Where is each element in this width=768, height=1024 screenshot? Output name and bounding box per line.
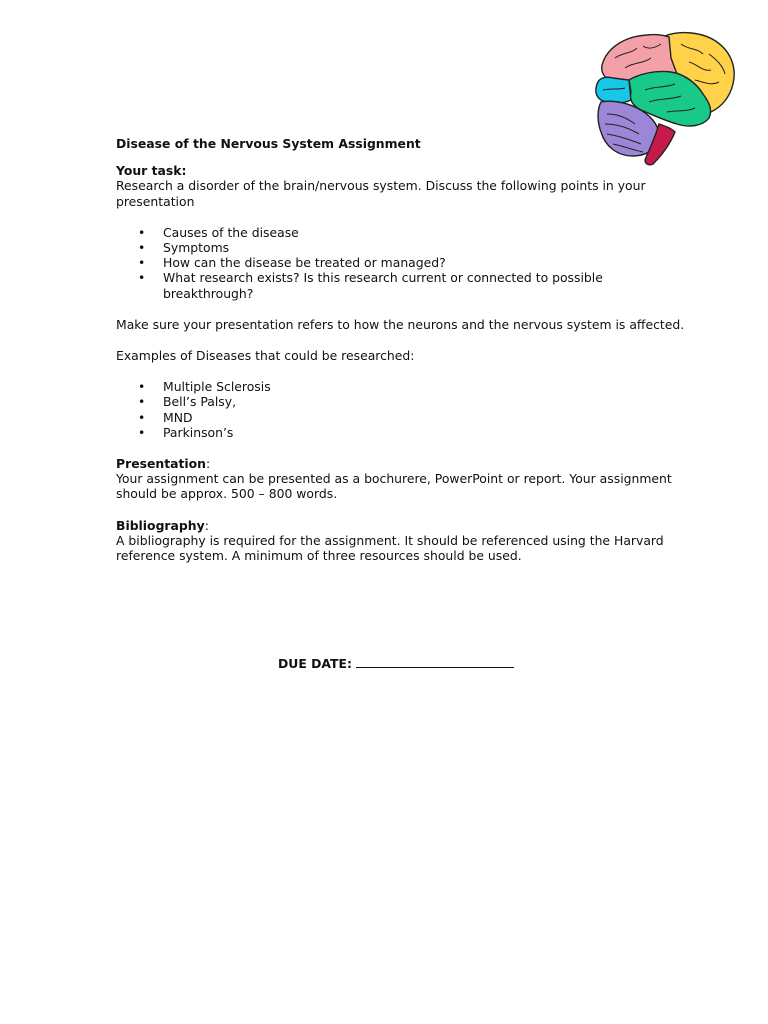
list-item: • Symptoms: [138, 240, 230, 256]
list-item: • How can the disease be treated or managed?: [138, 255, 446, 271]
presentation-heading-line: Presentation:: [116, 456, 211, 472]
bibliography-heading-line: Bibliography:: [116, 517, 209, 533]
bullet-icon: •: [138, 394, 146, 410]
bibliography-section: [116, 518, 686, 564]
bullet-icon: •: [138, 379, 146, 395]
presentation-text: Your assignment can be presented as a bochurere, PowerPoint or report. Your assignment should be approx. 500 – 800 words.: [116, 471, 672, 502]
presentation-section: [116, 456, 686, 502]
bibliography-text: A bibliography is required for the assignment. It should be referenced using the Harvard reference system. A minimum of three resources should be used.: [116, 532, 664, 564]
due-date-label: DUE DATE:: [278, 656, 352, 671]
list-item: • What research exists? Is this research current or connected to possible breakthrough?: [138, 270, 603, 301]
list-item: • Bell’s Palsy,: [138, 394, 237, 410]
bullet-icon: •: [138, 270, 146, 286]
examples-intro: Examples of Diseases that could be researched:: [116, 348, 415, 364]
list-item: • Causes of the disease: [138, 224, 299, 240]
task-points-list: [116, 225, 686, 301]
list-item: • Parkinson’s: [138, 424, 234, 440]
brain-cyan-region: [596, 77, 631, 103]
task-intro: Research a disorder of the brain/nervous system. Discuss the following points in your presentation: [116, 178, 646, 209]
presentation-heading: Presentation: [116, 456, 206, 472]
due-date: [278, 656, 514, 671]
document-title: Disease of the Nervous System Assignment: [116, 136, 421, 151]
examples-section: [116, 348, 686, 440]
list-item: • Multiple Sclerosis: [138, 379, 271, 395]
assignment-body: [116, 136, 686, 579]
examples-list: [116, 379, 686, 440]
bullet-icon: •: [138, 240, 146, 256]
task-section: [116, 163, 686, 301]
due-date-blank-line: [356, 656, 514, 668]
bullet-icon: •: [138, 255, 146, 271]
neurons-note: Make sure your presentation refers to how the neurons and the nervous system is affected.: [116, 316, 685, 332]
list-item: • MND: [138, 409, 193, 425]
bibliography-heading: Bibliography: [116, 517, 205, 533]
task-heading: Your task:: [116, 163, 187, 179]
bullet-icon: •: [138, 224, 146, 240]
bullet-icon: •: [138, 424, 146, 440]
bullet-icon: •: [138, 409, 146, 425]
